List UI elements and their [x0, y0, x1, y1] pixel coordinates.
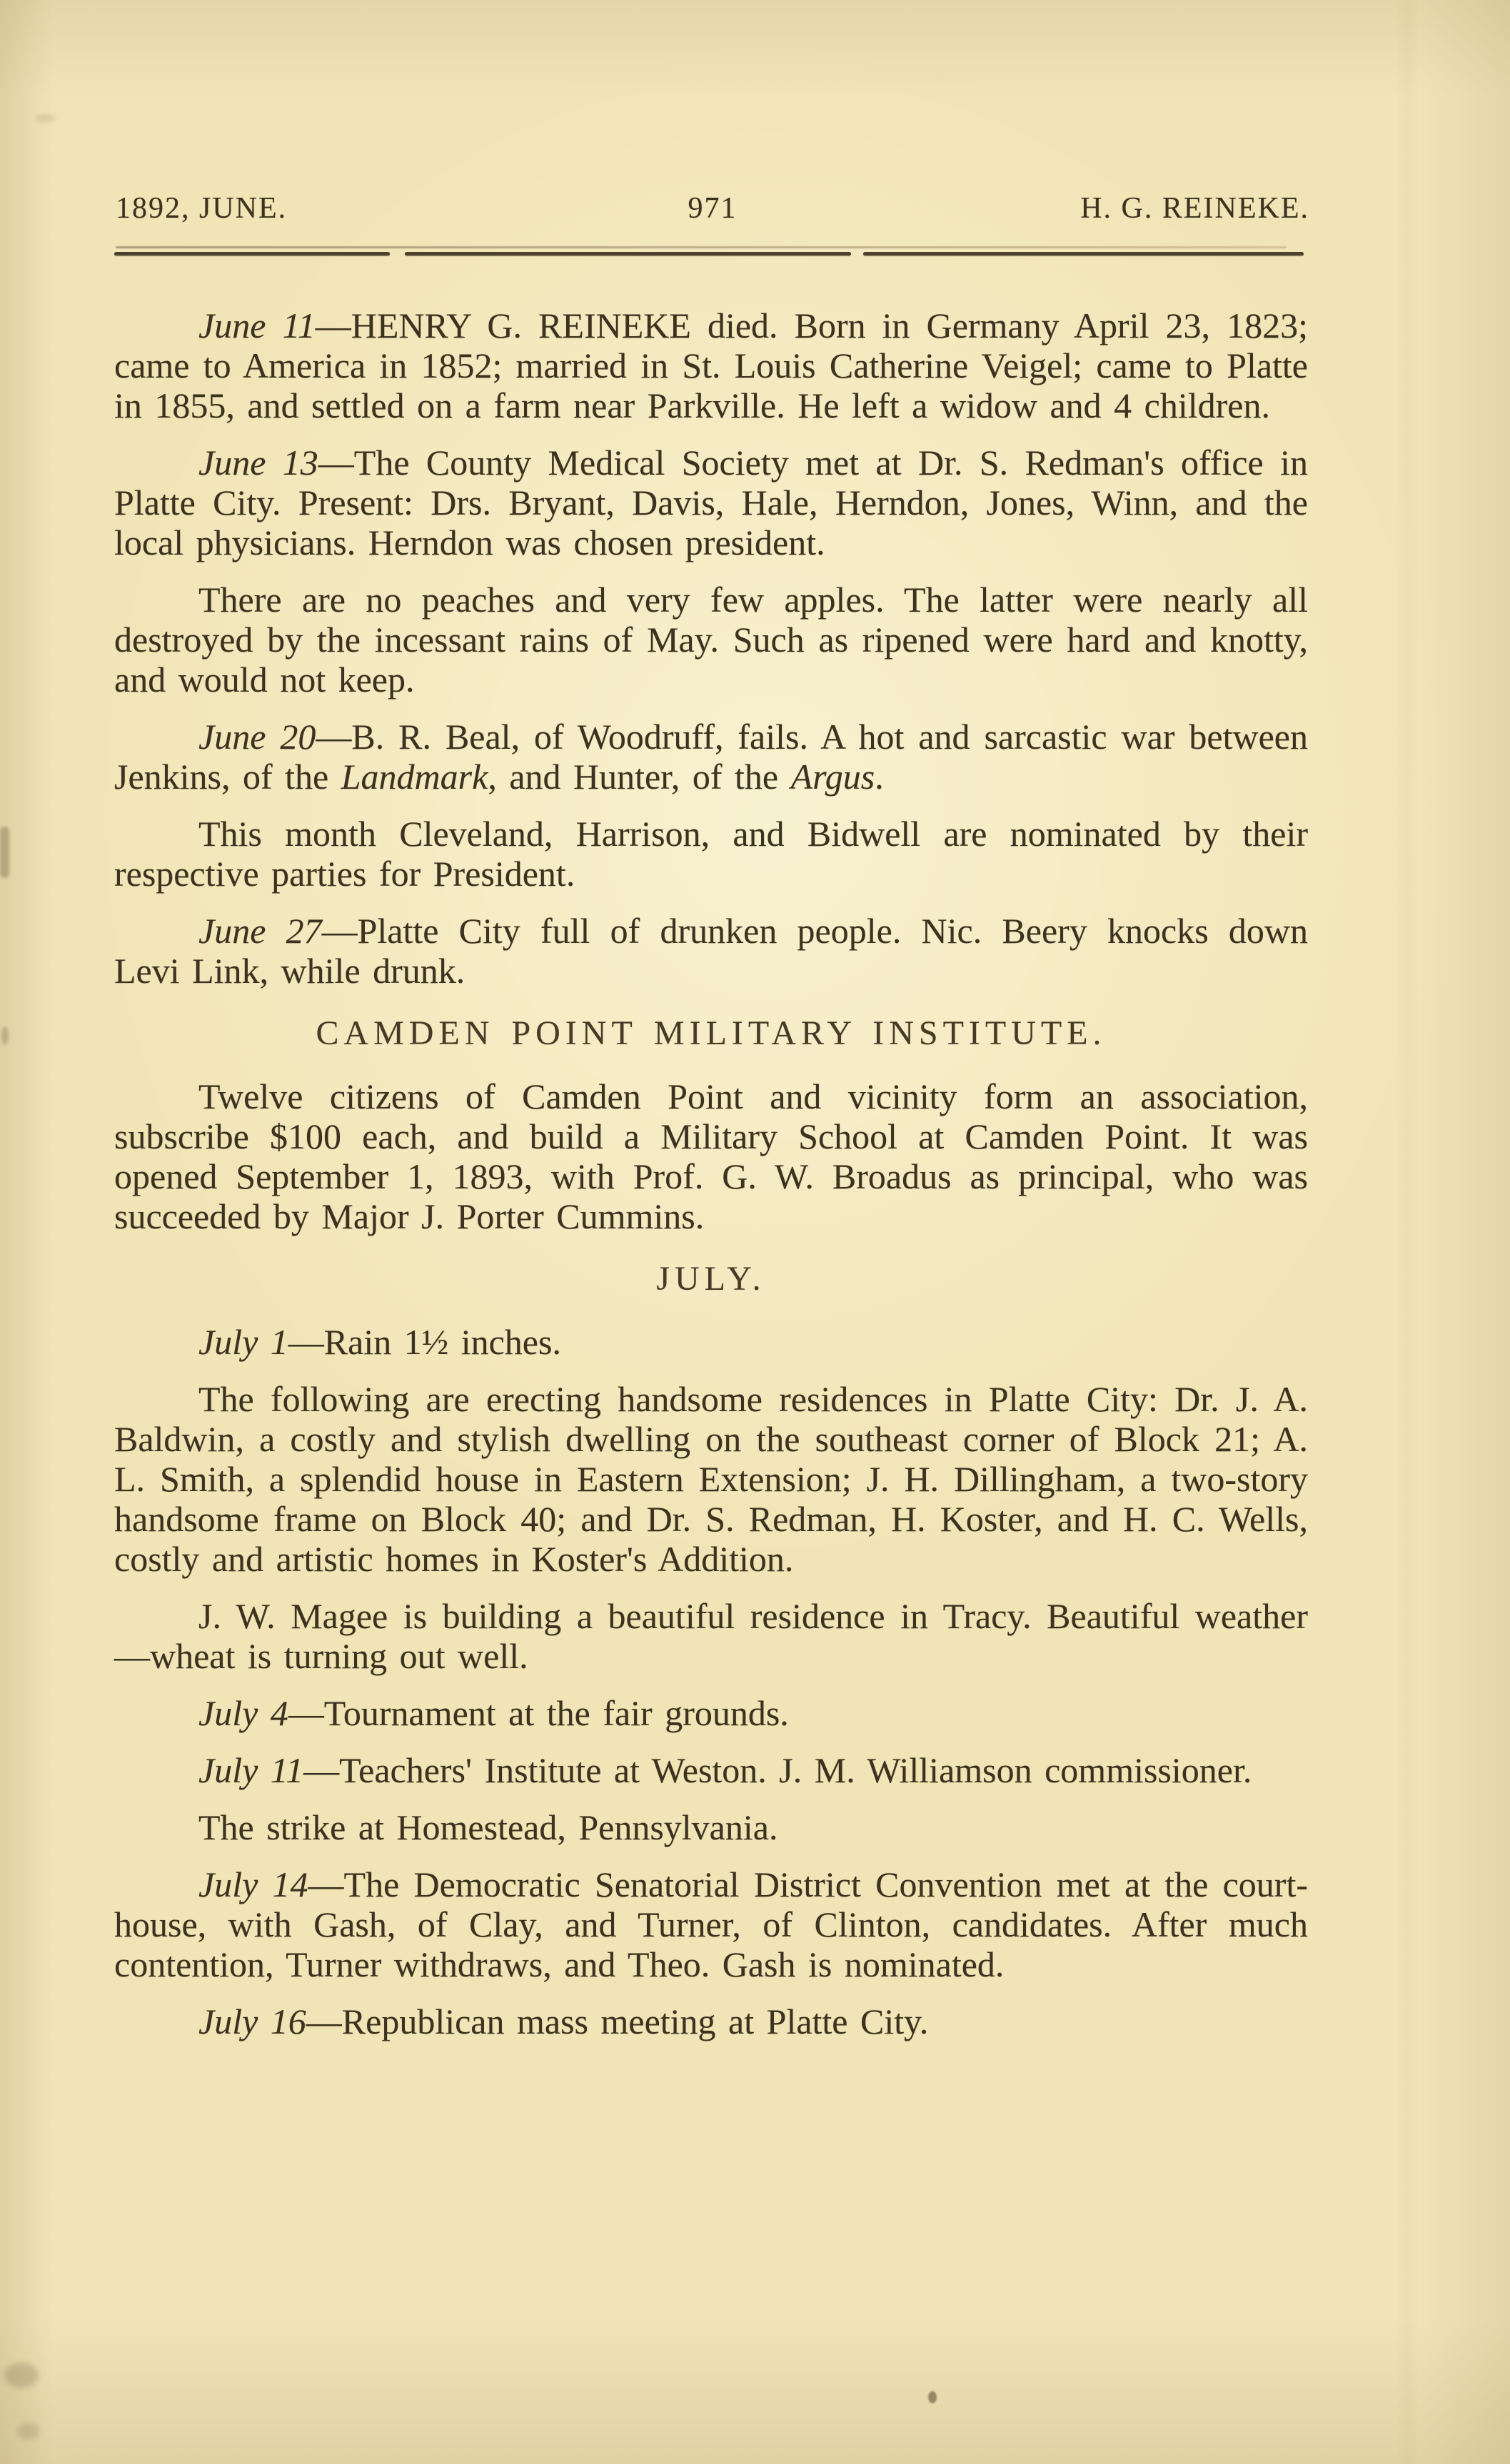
header-rule: [114, 246, 1312, 258]
text-run: There are no peaches and very few apples. The latter were nearly all destroyed by the incessant rains of May. Such as ripened were hard and knotty, and would not keep.: [114, 580, 1308, 700]
paragraph: [114, 1864, 1308, 1984]
running-header: [116, 191, 1309, 226]
text-run: —Teachers' Institute at Weston. J. M. Williamson commissioner.: [303, 1750, 1252, 1790]
page-body: [114, 288, 1308, 2041]
scan-artifact: [4, 2363, 39, 2388]
section-heading: JULY.: [656, 1260, 766, 1298]
header-rule-segment: [863, 252, 1304, 256]
italic-text-run: July 11: [198, 1750, 304, 1790]
paragraph: [114, 1379, 1308, 1579]
italic-text-run: July 16: [198, 2001, 306, 2041]
header-rule-thin-line: [116, 246, 1287, 248]
scan-artifact: [0, 827, 9, 878]
paragraph: [114, 1750, 1308, 1790]
italic-text-run: July 14: [198, 1864, 308, 1904]
text-run: , and Hunter, of the: [488, 757, 791, 797]
italic-text-run: July 1: [198, 1322, 288, 1362]
paragraph: [114, 911, 1308, 991]
text-run: —Rain 1½ inches.: [288, 1322, 561, 1362]
paragraph: [114, 1596, 1308, 1676]
italic-text-run: June 20: [198, 717, 316, 757]
italic-text-run: Landmark: [341, 757, 488, 797]
text-run: The strike at Homestead, Pennsylvania.: [198, 1807, 778, 1847]
header-rule-segment: [405, 252, 851, 256]
scan-artifact: [36, 114, 56, 122]
scan-artifact: [1, 1026, 9, 1045]
paragraph: [114, 1322, 1308, 1362]
paragraph: [114, 580, 1308, 700]
text-run: —Tournament at the fair grounds.: [288, 1693, 789, 1733]
text-run: This month Cleveland, Harrison, and Bidwell are nominated by their respective parties for President.: [114, 814, 1308, 894]
header-rule-segment: [114, 252, 390, 256]
text-run: .: [875, 757, 884, 797]
text-run: The following are erecting handsome residences in Platte City: Dr. J. A. Baldwin, a costly and stylish dwelling on the southeast corner of Block 21; A. L. Smith, a splendid house in Eastern Extension; J. H. Dillingham, a two-story handsome frame on Block 40; and Dr. S. Redman, H. Koster, and H. C. Wells, costly and artistic homes in Koster's Addition.: [114, 1379, 1308, 1579]
paragraph: [114, 443, 1308, 562]
section-heading: CAMDEN POINT MILITARY INSTITUTE.: [316, 1014, 1107, 1052]
running-head-person: H. G. REINEKE.: [1080, 192, 1309, 225]
page-number: 971: [688, 192, 738, 225]
paragraph: [114, 814, 1308, 894]
text-run: Twelve citizens of Camden Point and vicinity form an association, subscribe $100 each, and build a Military School at Camden Point. It was opened September 1, 1893, with Prof. G. W. Broadus as principal, who was succeeded by Major J. Porter Cummins.: [114, 1076, 1308, 1236]
text-run: —HENRY G. REINEKE died. Born in Germany April 23, 1823; came to America in 1852; married in St. Louis Catherine Veigel; came to Platte in 1855, and settled on a farm near Parkville. He left a widow and 4 children.: [114, 306, 1308, 425]
paragraph: [114, 2001, 1308, 2041]
text-run: —Platte City full of drunken people. Nic. Beery knocks down Levi Link, while drunk.: [114, 911, 1308, 991]
text-run: —Republican mass meeting at Platte City.: [306, 2001, 929, 2041]
italic-text-run: July 4: [198, 1693, 288, 1733]
paragraph: [114, 1076, 1308, 1236]
paragraph: [114, 717, 1308, 797]
scan-artifact: [928, 2391, 937, 2403]
paragraph: [114, 1807, 1308, 1847]
text-run: —B. R. Beal, of Woodruff, fails. A hot and sarcastic war between Jenkins, of the: [114, 717, 1308, 797]
paragraph: [114, 1693, 1308, 1733]
italic-text-run: June 13: [198, 443, 318, 483]
italic-text-run: June 11: [198, 306, 316, 345]
text-run: —The County Medical Society met at Dr. S. Redman's office in Platte City. Present: Drs. Bryant, Davis, Hale, Herndon, Jones, Winn, and the local physicians. Herndon was chosen president.: [114, 443, 1308, 562]
italic-text-run: Argus: [790, 757, 875, 797]
paragraph: [114, 306, 1308, 425]
text-run: J. W. Magee is building a beautiful residence in Tracy. Beautiful weather—wheat is turning out well.: [114, 1596, 1308, 1676]
italic-text-run: June 27: [198, 911, 322, 951]
scan-artifact: [17, 2423, 40, 2440]
text-run: —The Democratic Senatorial District Convention met at the court-house, with Gash, of Clay, and Turner, of Clinton, candidates. After much contention, Turner withdraws, and Theo. Gash is nominated.: [114, 1864, 1308, 1984]
running-head-date: 1892, JUNE.: [116, 192, 288, 225]
